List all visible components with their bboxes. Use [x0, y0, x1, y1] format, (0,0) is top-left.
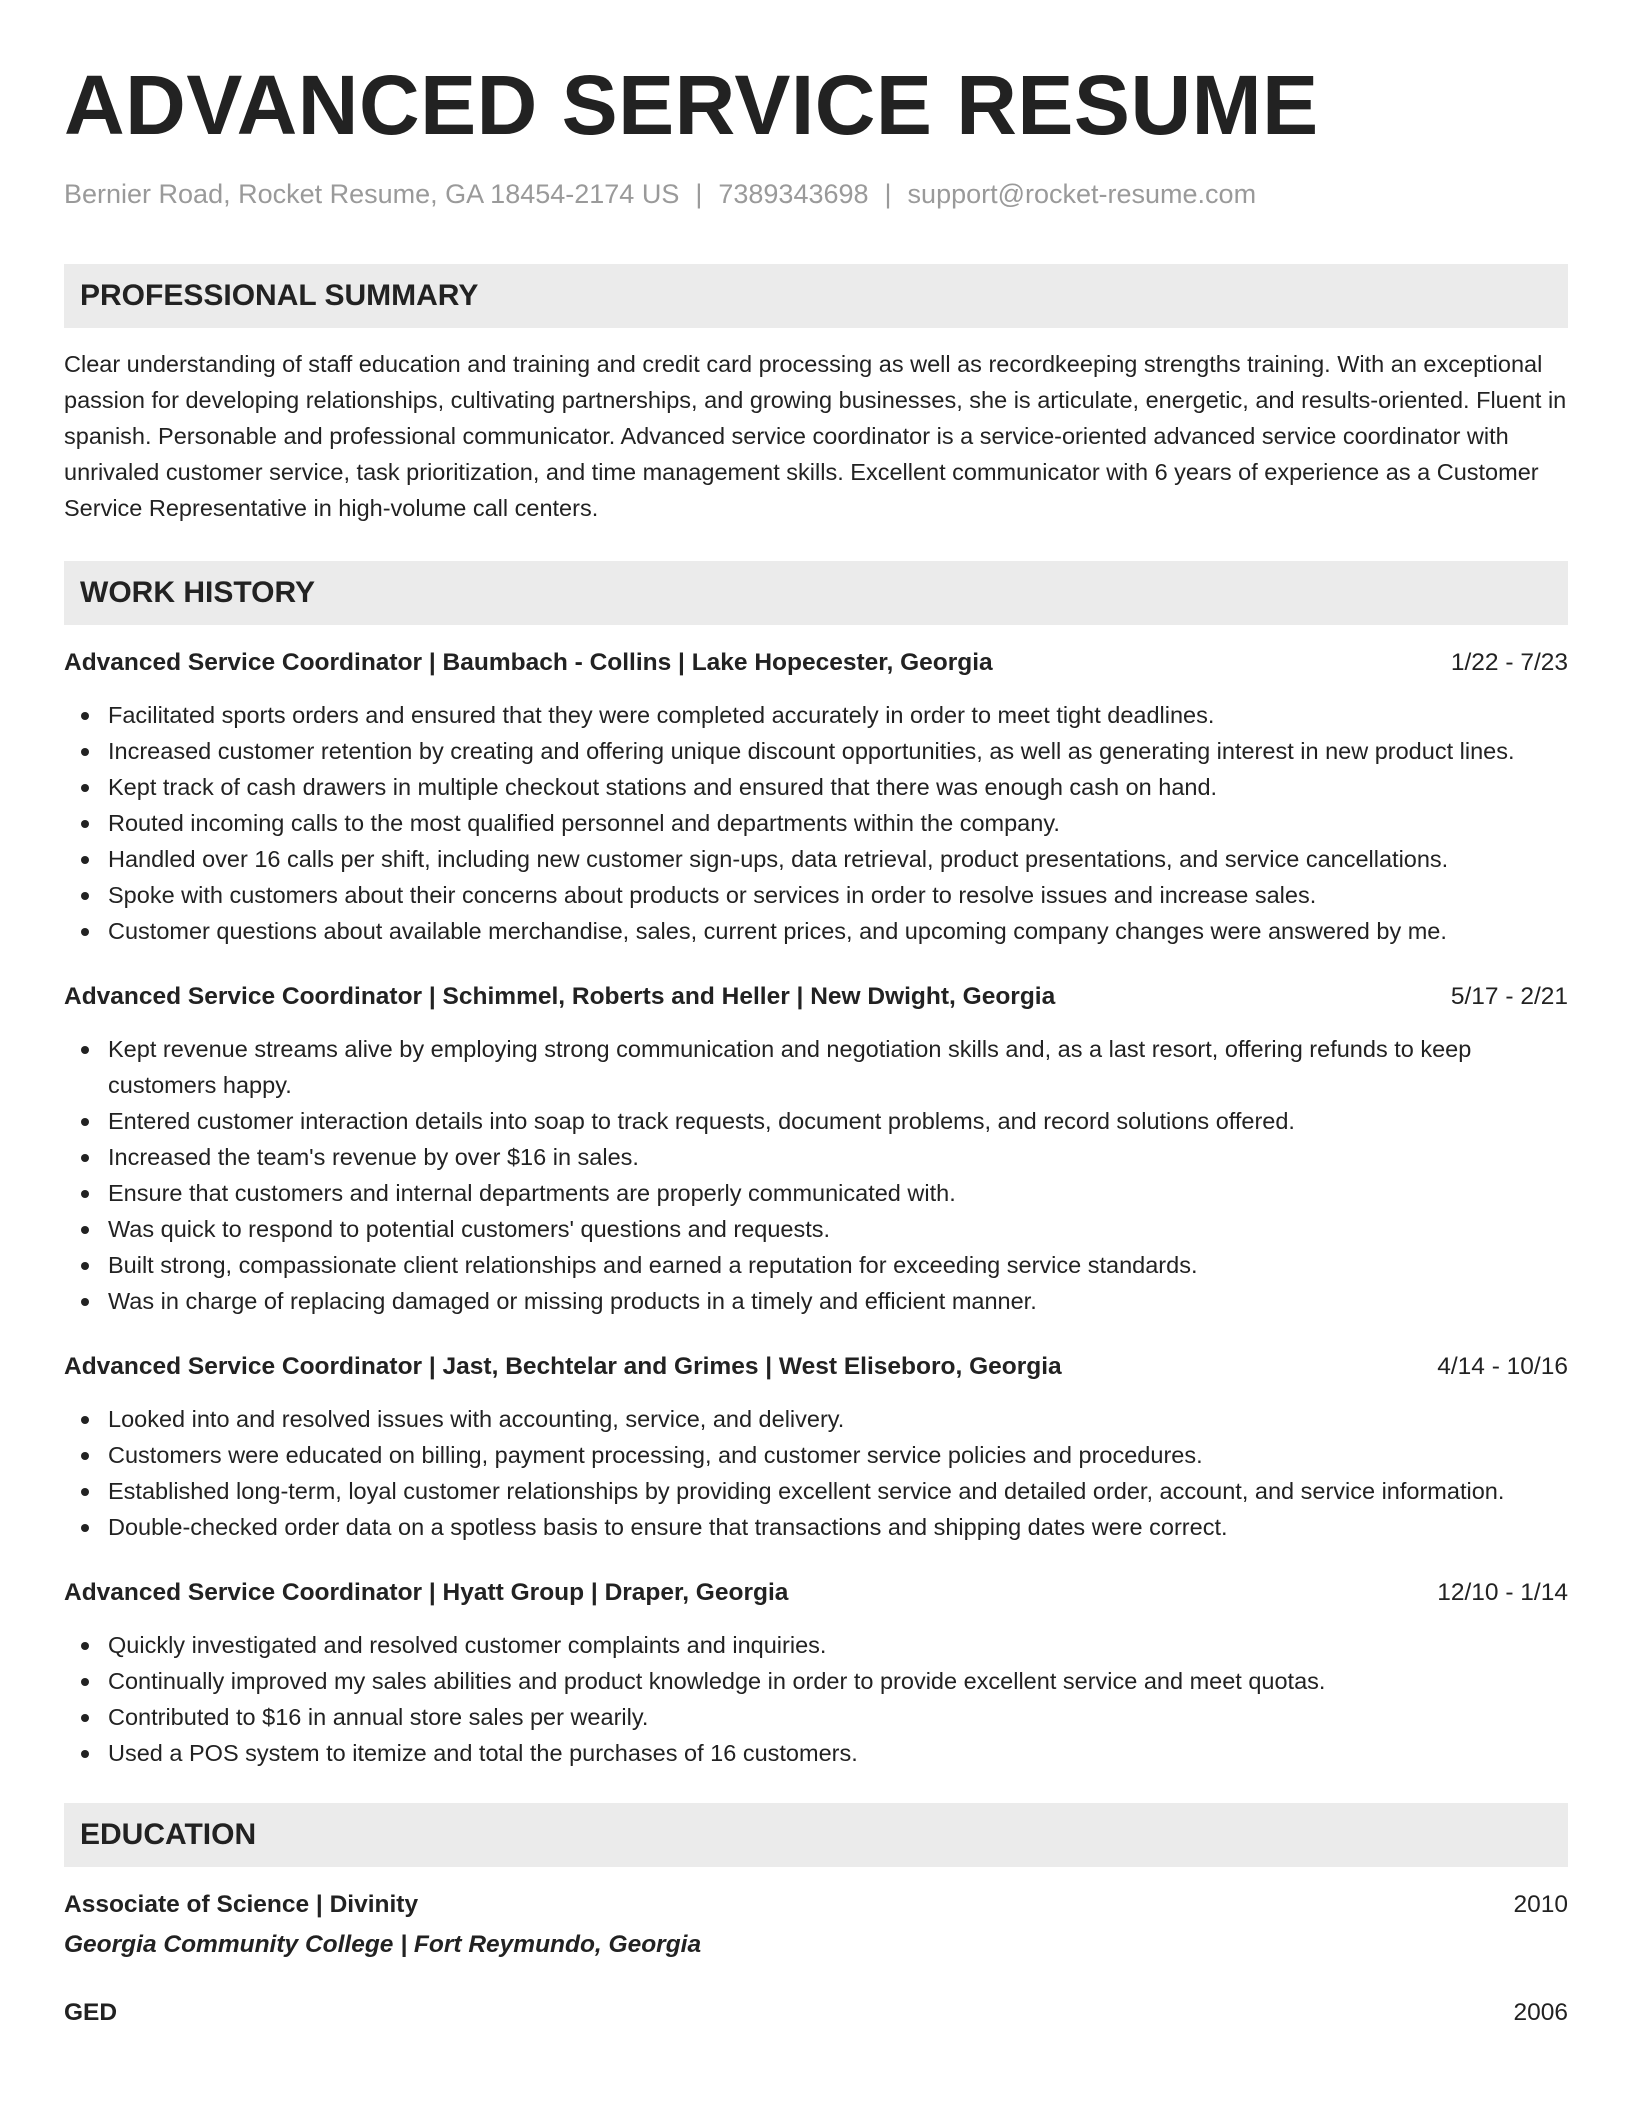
bullet-dot-icon	[81, 1678, 89, 1686]
bullet-dot-icon	[81, 1046, 89, 1054]
education-year: 2010	[1513, 1891, 1568, 1918]
list-item	[64, 841, 1568, 877]
bullet-text: Contributed to $16 in annual store sales per wearily.	[108, 1704, 649, 1730]
bullet-dot-icon	[81, 1262, 89, 1270]
summary-text: Clear understanding of staff education and training and credit card processing as well as recordkeeping strengths training. With an exceptional passion for developing relationships, cultivating partnerships, and growing businesses, she is articulate, energetic, and results-oriented. Fluent in spanish. Personable and professional communicator. Advanced service coordinator is a service-oriented advanced service coordinator with unrivaled customer service, task prioritization, and time management skills. Excellent communicator with 6 years of experience as a Customer Service Representative in high-volume call centers.	[64, 351, 1567, 521]
list-item	[64, 1735, 1568, 1771]
job-dates: 1/22 - 7/23	[1450, 649, 1568, 676]
bullet-text: Increased customer retention by creating and offering unique discount opportunities, as well as generating interest in new product lines.	[108, 738, 1515, 764]
bullet-text: Increased the team's revenue by over $16 in sales.	[108, 1144, 639, 1170]
bullet-dot-icon	[81, 1488, 89, 1496]
resume-title: ADVANCED SERVICE RESUME	[64, 58, 1319, 152]
bullet-text: Was quick to respond to potential customers' questions and requests.	[108, 1216, 831, 1242]
bullet-text: Established long-term, loyal customer relationships by providing excellent service and detailed order, account, and service information.	[108, 1478, 1505, 1504]
section-header-summary: PROFESSIONAL SUMMARY	[64, 264, 1568, 328]
job-header-line	[64, 1349, 1568, 1385]
list-item	[64, 1473, 1568, 1509]
job-title: Advanced Service Coordinator | Jast, Bechtelar and Grimes | West Eliseboro, Georgia	[64, 1353, 1062, 1380]
list-item	[64, 1103, 1568, 1139]
list-item	[64, 697, 1568, 733]
bullet-text: Ensure that customers and internal departments are properly communicated with.	[108, 1180, 956, 1206]
job-header-line	[64, 645, 1568, 681]
list-item	[64, 1627, 1568, 1663]
bullet-dot-icon	[81, 1524, 89, 1532]
work-history-list	[64, 645, 1568, 1771]
bullet-dot-icon	[81, 928, 89, 936]
bullet-dot-icon	[81, 856, 89, 864]
contact-phone: 7389343698	[718, 179, 869, 209]
bullet-dot-icon	[81, 1642, 89, 1650]
list-item	[64, 1401, 1568, 1437]
job-entry	[64, 979, 1568, 1319]
education-school: Georgia Community College | Fort Reymundo, Georgia	[64, 1931, 702, 1958]
list-item	[64, 769, 1568, 805]
education-header-line	[64, 1995, 1568, 2031]
job-bullet-list	[64, 697, 1568, 949]
bullet-dot-icon	[81, 1226, 89, 1234]
job-dates: 4/14 - 10/16	[1437, 1353, 1568, 1380]
job-header-line	[64, 1575, 1568, 1611]
bullet-text: Kept revenue streams alive by employing strong communication and negotiation skills and, as a last resort, offering refunds to keep customers happy.	[108, 1036, 1472, 1098]
job-title: Advanced Service Coordinator | Schimmel, Roberts and Heller | New Dwight, Georgia	[64, 983, 1056, 1010]
job-bullet-list	[64, 1401, 1568, 1545]
list-item	[64, 1139, 1568, 1175]
job-bullet-list	[64, 1031, 1568, 1319]
job-dates: 5/17 - 2/21	[1450, 983, 1568, 1010]
bullet-dot-icon	[81, 1452, 89, 1460]
bullet-dot-icon	[81, 712, 89, 720]
bullet-text: Continually improved my sales abilities and product knowledge in order to provide excellent service and meet quotas.	[108, 1668, 1326, 1694]
bullet-dot-icon	[81, 1154, 89, 1162]
job-dates: 12/10 - 1/14	[1437, 1579, 1568, 1606]
section-header-work-history: WORK HISTORY	[64, 561, 1568, 625]
bullet-text: Customers were educated on billing, payment processing, and customer service policies and procedures.	[108, 1442, 1203, 1468]
list-item	[64, 805, 1568, 841]
education-header-line	[64, 1887, 1568, 1923]
bullet-text: Routed incoming calls to the most qualified personnel and departments within the company.	[108, 810, 1060, 836]
list-item	[64, 733, 1568, 769]
list-item	[64, 1031, 1568, 1103]
bullet-text: Entered customer interaction details into soap to track requests, document problems, and record solutions offered.	[108, 1108, 1295, 1134]
bullet-dot-icon	[81, 1298, 89, 1306]
education-degree: GED	[64, 1999, 118, 2026]
bullet-text: Built strong, compassionate client relationships and earned a reputation for exceeding service standards.	[108, 1252, 1198, 1278]
list-item	[64, 913, 1568, 949]
bullet-text: Quickly investigated and resolved customer complaints and inquiries.	[108, 1632, 827, 1658]
bullet-text: Facilitated sports orders and ensured that they were completed accurately in order to meet tight deadlines.	[108, 702, 1215, 728]
bullet-text: Customer questions about available merchandise, sales, current prices, and upcoming company changes were answered by me.	[108, 918, 1447, 944]
list-item	[64, 1509, 1568, 1545]
bullet-text: Spoke with customers about their concerns about products or services in order to resolve issues and increase sales.	[108, 882, 1317, 908]
bullet-dot-icon	[81, 1714, 89, 1722]
bullet-dot-icon	[81, 1750, 89, 1758]
education-list	[64, 1887, 1568, 2031]
contact-line	[64, 176, 1568, 212]
contact-separator: |	[695, 179, 703, 209]
education-year: 2006	[1513, 1999, 1568, 2026]
bullet-dot-icon	[81, 1190, 89, 1198]
bullet-text: Kept track of cash drawers in multiple checkout stations and ensured that there was enough cash on hand.	[108, 774, 1218, 800]
bullet-dot-icon	[81, 820, 89, 828]
bullet-text: Handled over 16 calls per shift, including new customer sign-ups, data retrieval, product presentations, and service cancellations.	[108, 846, 1449, 872]
section-header-education: EDUCATION	[64, 1803, 1568, 1867]
list-item	[64, 877, 1568, 913]
job-header-line	[64, 979, 1568, 1015]
bullet-dot-icon	[81, 748, 89, 756]
list-item	[64, 1663, 1568, 1699]
job-title: Advanced Service Coordinator | Hyatt Group | Draper, Georgia	[64, 1579, 789, 1606]
bullet-text: Was in charge of replacing damaged or missing products in a timely and efficient manner.	[108, 1288, 1037, 1314]
contact-email: support@rocket-resume.com	[907, 179, 1257, 209]
bullet-text: Double-checked order data on a spotless basis to ensure that transactions and shipping dates were correct.	[108, 1514, 1228, 1540]
list-item	[64, 1437, 1568, 1473]
contact-address: Bernier Road, Rocket Resume, GA 18454-2174 US	[64, 179, 680, 209]
education-entry	[64, 1995, 1568, 2031]
job-bullet-list	[64, 1627, 1568, 1771]
bullet-text: Looked into and resolved issues with accounting, service, and delivery.	[108, 1406, 845, 1432]
job-title: Advanced Service Coordinator | Baumbach - Collins | Lake Hopecester, Georgia	[64, 649, 993, 676]
list-item	[64, 1247, 1568, 1283]
bullet-text: Used a POS system to itemize and total the purchases of 16 customers.	[108, 1740, 858, 1766]
bullet-dot-icon	[81, 1118, 89, 1126]
bullet-dot-icon	[81, 892, 89, 900]
list-item	[64, 1699, 1568, 1735]
job-entry	[64, 1349, 1568, 1545]
job-entry	[64, 1575, 1568, 1771]
list-item	[64, 1283, 1568, 1319]
list-item	[64, 1211, 1568, 1247]
list-item	[64, 1175, 1568, 1211]
bullet-dot-icon	[81, 784, 89, 792]
bullet-dot-icon	[81, 1416, 89, 1424]
job-entry	[64, 645, 1568, 949]
contact-separator: |	[884, 179, 892, 209]
education-degree: Associate of Science | Divinity	[64, 1891, 419, 1918]
education-entry	[64, 1887, 1568, 1963]
